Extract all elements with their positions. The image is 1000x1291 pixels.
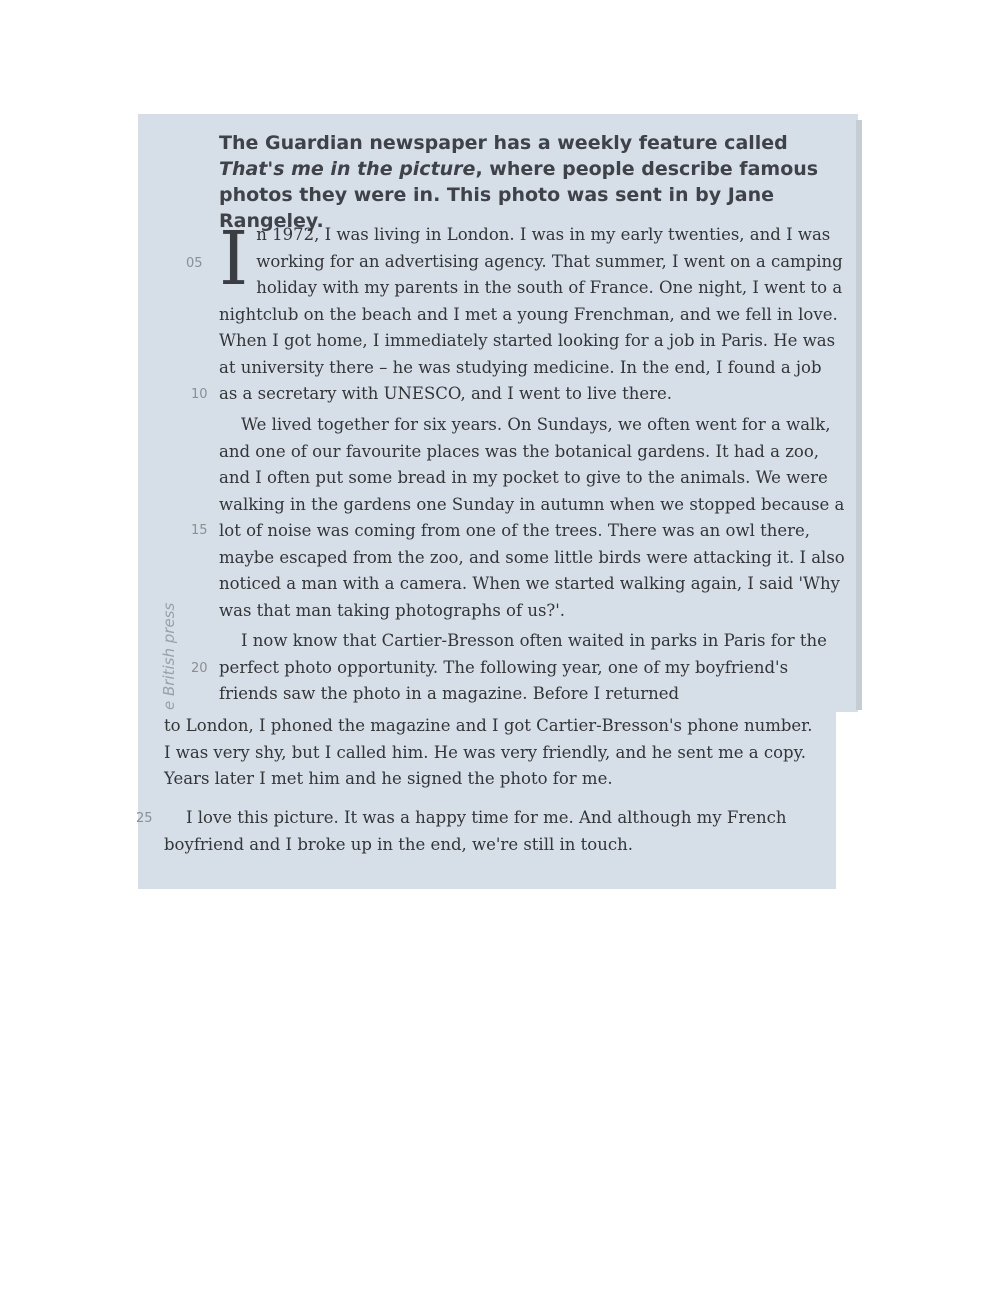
line-number: 20	[191, 661, 208, 676]
feature-title: That's me in the picture	[219, 158, 476, 180]
panel-edge-strip	[856, 120, 862, 710]
paragraph-1	[219, 216, 845, 408]
photo-credit: e British press	[160, 602, 178, 710]
line-number: 10	[191, 387, 208, 402]
line-number: 25	[136, 811, 153, 826]
paragraph-1-text: n 1972, I was living in London. I was in my early twenties, and I was working for an advertising agency. That summer, I went on a camping holiday with my parents in the south of France. One night, I went to a nightclub on the beach and I met a young Frenchman, and we fell in love. When I got home, I immediately started looking for a job in Paris. He was at university there – he was studying medicine. In the end, I found a job as a secretary with UNESCO, and I went to live there.	[219, 225, 843, 403]
paragraph-3: I now know that Cartier-Bresson often waited in parks in Paris for the perfect photo opportunity. The following year, one of my boyfriend's friends saw the photo in a magazine. Before I returned	[219, 631, 827, 703]
paragraph-2: We lived together for six years. On Sundays, we often went for a walk, and one of our favourite places was the botanical gardens. It had a zoo, and I often put some bread in my pocket to give to the animals. We were walking in the gardens one Sunday in autumn when we stopped because a lot of noise was coming from one of the trees. There was an owl there, maybe escaped from the zoo, and some little birds were attacking it. I also noticed a man with a camera. When we started walking again, I said 'Why was that man taking photographs of us?'.	[219, 415, 845, 620]
intro-text: The Guardian newspaper has a weekly feature called That's me in the picture, where people describe famous photos they were in. This photo was sent in by Jane Rangeley.	[219, 132, 819, 232]
drop-cap: I	[219, 216, 249, 302]
paragraph-5: I love this picture. It was a happy time for me. And although my French boyfriend and I broke up in the end, we're still in touch.	[164, 808, 787, 854]
paragraph-4: to London, I phoned the magazine and I got Cartier-Bresson's phone number. I was very shy, but I called him. He was very friendly, and he sent me a copy. Years later I met him and he signed the photo for me.	[164, 716, 813, 788]
line-number: 05	[186, 256, 203, 271]
line-number: 15	[191, 523, 208, 538]
